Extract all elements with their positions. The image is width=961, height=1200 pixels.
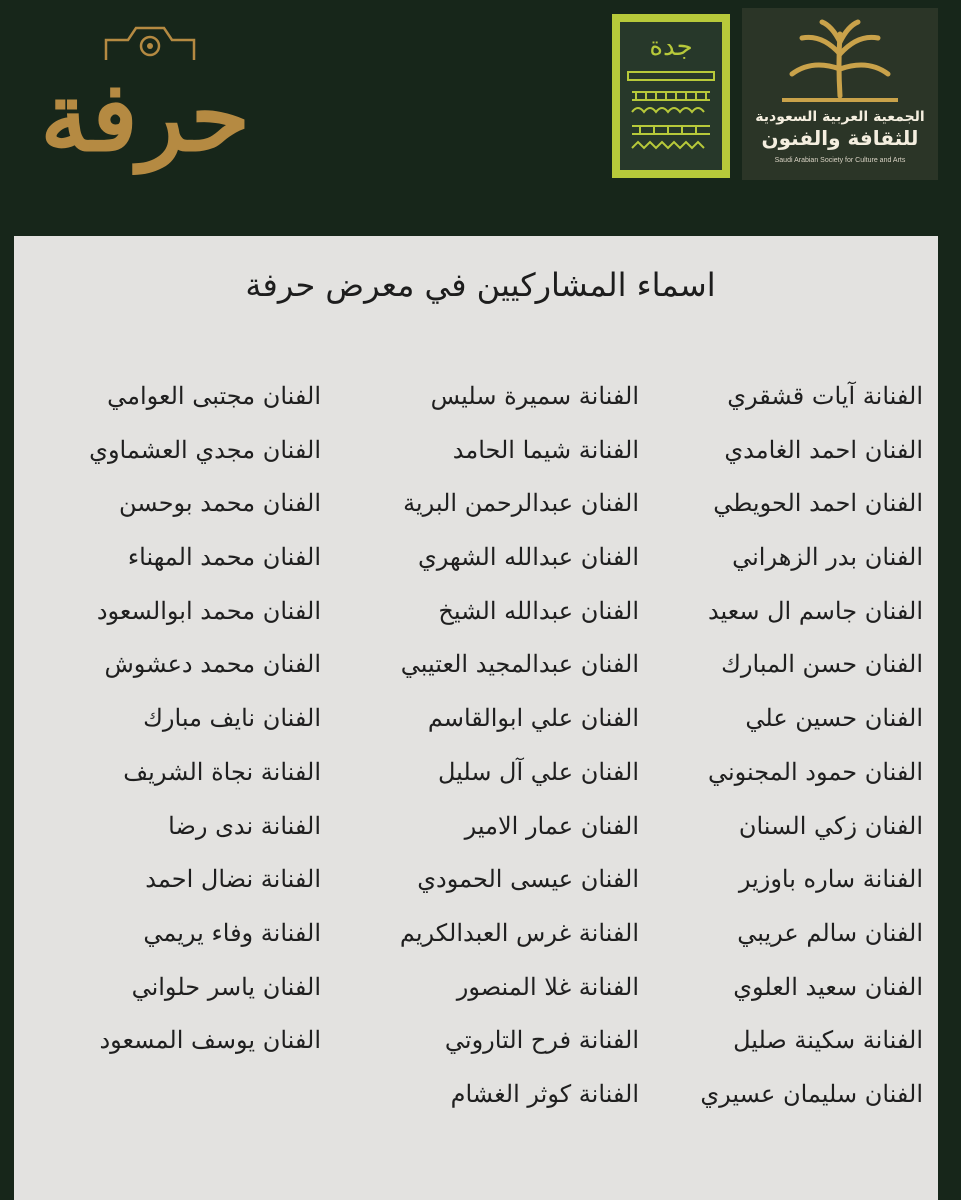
society-name-line1: الجمعية العربية السعودية — [755, 109, 925, 125]
participant-name: الفنان سعيد العلوي — [733, 972, 923, 1001]
participant-name: الفنان سالم عريبي — [737, 918, 923, 947]
participant-name: الفنانة سكينة صليل — [733, 1026, 923, 1055]
participant-name: الفنان حسن المبارك — [721, 650, 923, 679]
jeddah-pattern-icon — [626, 70, 716, 162]
participant-name: الفنان محمد المهناء — [127, 543, 321, 572]
header — [0, 0, 961, 210]
participant-name: الفنان عبدالمجيد العتيبي — [400, 650, 639, 679]
participant-name: الفنان سليمان عسيري — [700, 1079, 923, 1108]
participant-name: الفنان عبدالله الشهري — [418, 543, 639, 572]
herfa-logo — [40, 22, 250, 192]
participant-name: الفنانة نضال احمد — [145, 865, 321, 894]
names-column-3 — [89, 370, 321, 1068]
participant-name: الفنانة كوثر الغشام — [450, 1079, 639, 1108]
page-title: اسماء المشاركيين في معرض حرفة — [245, 266, 716, 304]
jeddah-stamp — [612, 14, 730, 178]
participant-name: الفنان محمد دعشوش — [104, 650, 321, 679]
participant-name: الفنان عيسى الحمودي — [417, 865, 639, 894]
herfa-logo-text: حرفة — [40, 60, 250, 173]
participant-name: الفنان عمار الامير — [464, 811, 639, 840]
participant-name: الفنان مجدي العشماوي — [89, 435, 321, 464]
participant-name: الفنان زكي السنان — [738, 811, 923, 840]
participant-name: الفنانة وفاء يريمي — [143, 918, 321, 947]
participant-name: الفنان حسين علي — [745, 704, 923, 733]
participant-name: الفنان ياسر حلواني — [131, 972, 321, 1001]
participant-name: الفنان نايف مبارك — [143, 704, 321, 733]
society-name-english: Saudi Arabian Society for Culture and Arts — [774, 157, 906, 164]
society-logo — [742, 8, 938, 180]
participant-name: الفنانة ساره باوزير — [738, 865, 923, 894]
participant-name: الفنان يوسف المسعود — [99, 1026, 321, 1055]
participant-name: الفنان احمد الغامدي — [724, 435, 923, 464]
participant-name: الفنانة فرح التاروتي — [444, 1026, 639, 1055]
jeddah-stamp-label: جدة — [649, 32, 693, 62]
participant-name: الفنان علي آل سليل — [437, 757, 639, 786]
participant-name: الفنان عبدالله الشيخ — [438, 596, 639, 625]
participant-name: الفنانة نجاة الشريف — [123, 757, 321, 786]
names-column-2 — [400, 370, 639, 1122]
participant-name: الفنان احمد الحويطي — [713, 489, 923, 518]
camera-icon — [102, 22, 198, 62]
participant-name: الفنان حمود المجنوني — [707, 757, 923, 786]
society-name-line2: للثقافة والفنون — [761, 126, 919, 150]
participant-name: الفنانة غلا المنصور — [456, 972, 639, 1001]
participant-name: الفنانة غرس العبدالكريم — [399, 918, 639, 947]
participant-name: الفنان محمد ابوالسعود — [96, 596, 321, 625]
participant-name: الفنانة سميرة سليس — [430, 382, 639, 410]
palm-emblem-icon — [742, 14, 938, 106]
participant-name: الفنان جاسم ال سعيد — [707, 596, 923, 625]
participant-name: الفنان مجتبى العوامي — [107, 382, 321, 410]
participant-name: الفنانة ندى رضا — [168, 811, 321, 840]
participant-name: الفنانة شيما الحامد — [452, 435, 639, 464]
participant-name: الفنان عبدالرحمن البرية — [403, 489, 639, 518]
participant-name: الفنان علي ابوالقاسم — [427, 704, 639, 733]
participant-name: الفنانة آيات قشقري — [727, 382, 923, 410]
participant-name: الفنان بدر الزهراني — [732, 543, 923, 572]
participant-name: الفنان محمد بوحسن — [119, 489, 321, 518]
names-column-1 — [700, 370, 923, 1122]
